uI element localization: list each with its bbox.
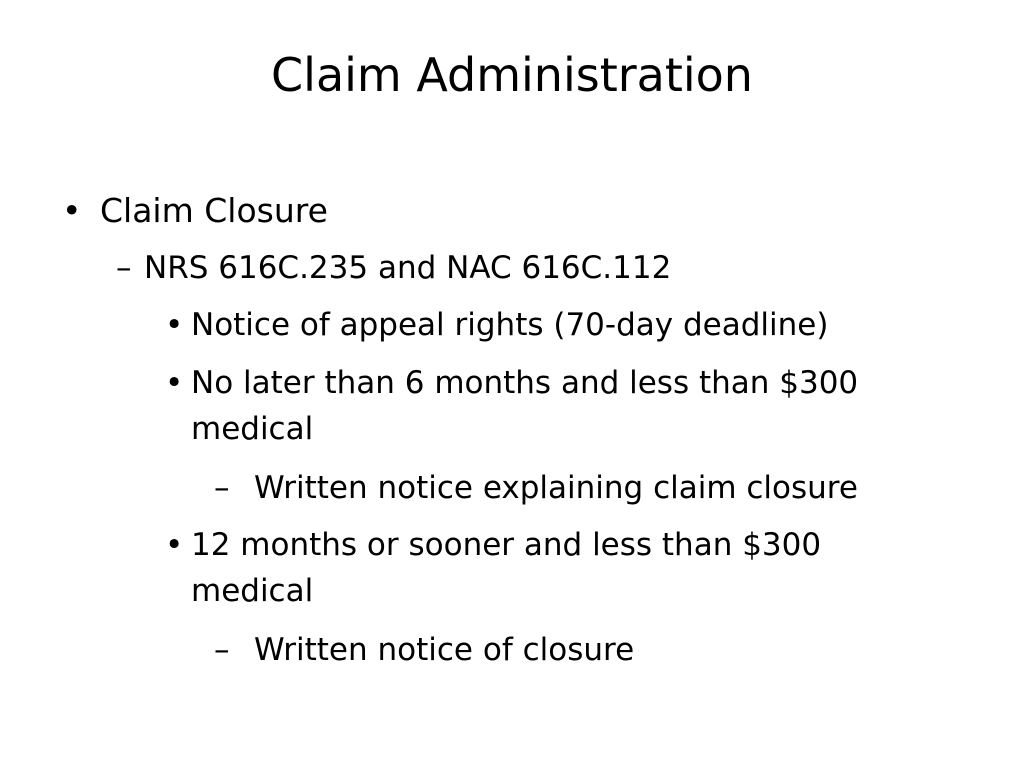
bullet-text: Notice of appeal rights (70-day deadline) bbox=[191, 307, 829, 343]
bullet-text: NRS 616C.235 and NAC 616C.112 bbox=[144, 250, 672, 286]
bullet-level-3 bbox=[165, 522, 951, 614]
bullet-text: Claim Closure bbox=[100, 191, 328, 230]
bullet-text: Written notice explaining claim closure bbox=[254, 470, 858, 506]
bullet-level-4 bbox=[214, 627, 634, 673]
dash-marker: – bbox=[214, 632, 230, 668]
bullet-marker: • bbox=[165, 365, 184, 401]
bullet-level-1 bbox=[62, 188, 328, 234]
bullet-marker: • bbox=[165, 307, 184, 343]
bullet-text: No later than 6 months and less than $300 medical bbox=[191, 365, 859, 447]
dash-marker: – bbox=[214, 470, 230, 506]
slide-title: Claim Administration bbox=[271, 48, 753, 102]
bullet-marker: • bbox=[165, 527, 184, 563]
dash-marker: – bbox=[116, 250, 132, 286]
bullet-marker: • bbox=[62, 191, 82, 230]
bullet-text: Written notice of closure bbox=[254, 632, 635, 668]
bullet-text: 12 months or sooner and less than $300 medical bbox=[191, 527, 822, 609]
bullet-level-4 bbox=[214, 465, 858, 511]
bullet-level-3 bbox=[165, 302, 951, 348]
bullet-level-2 bbox=[116, 246, 671, 290]
bullet-level-3 bbox=[165, 360, 951, 452]
